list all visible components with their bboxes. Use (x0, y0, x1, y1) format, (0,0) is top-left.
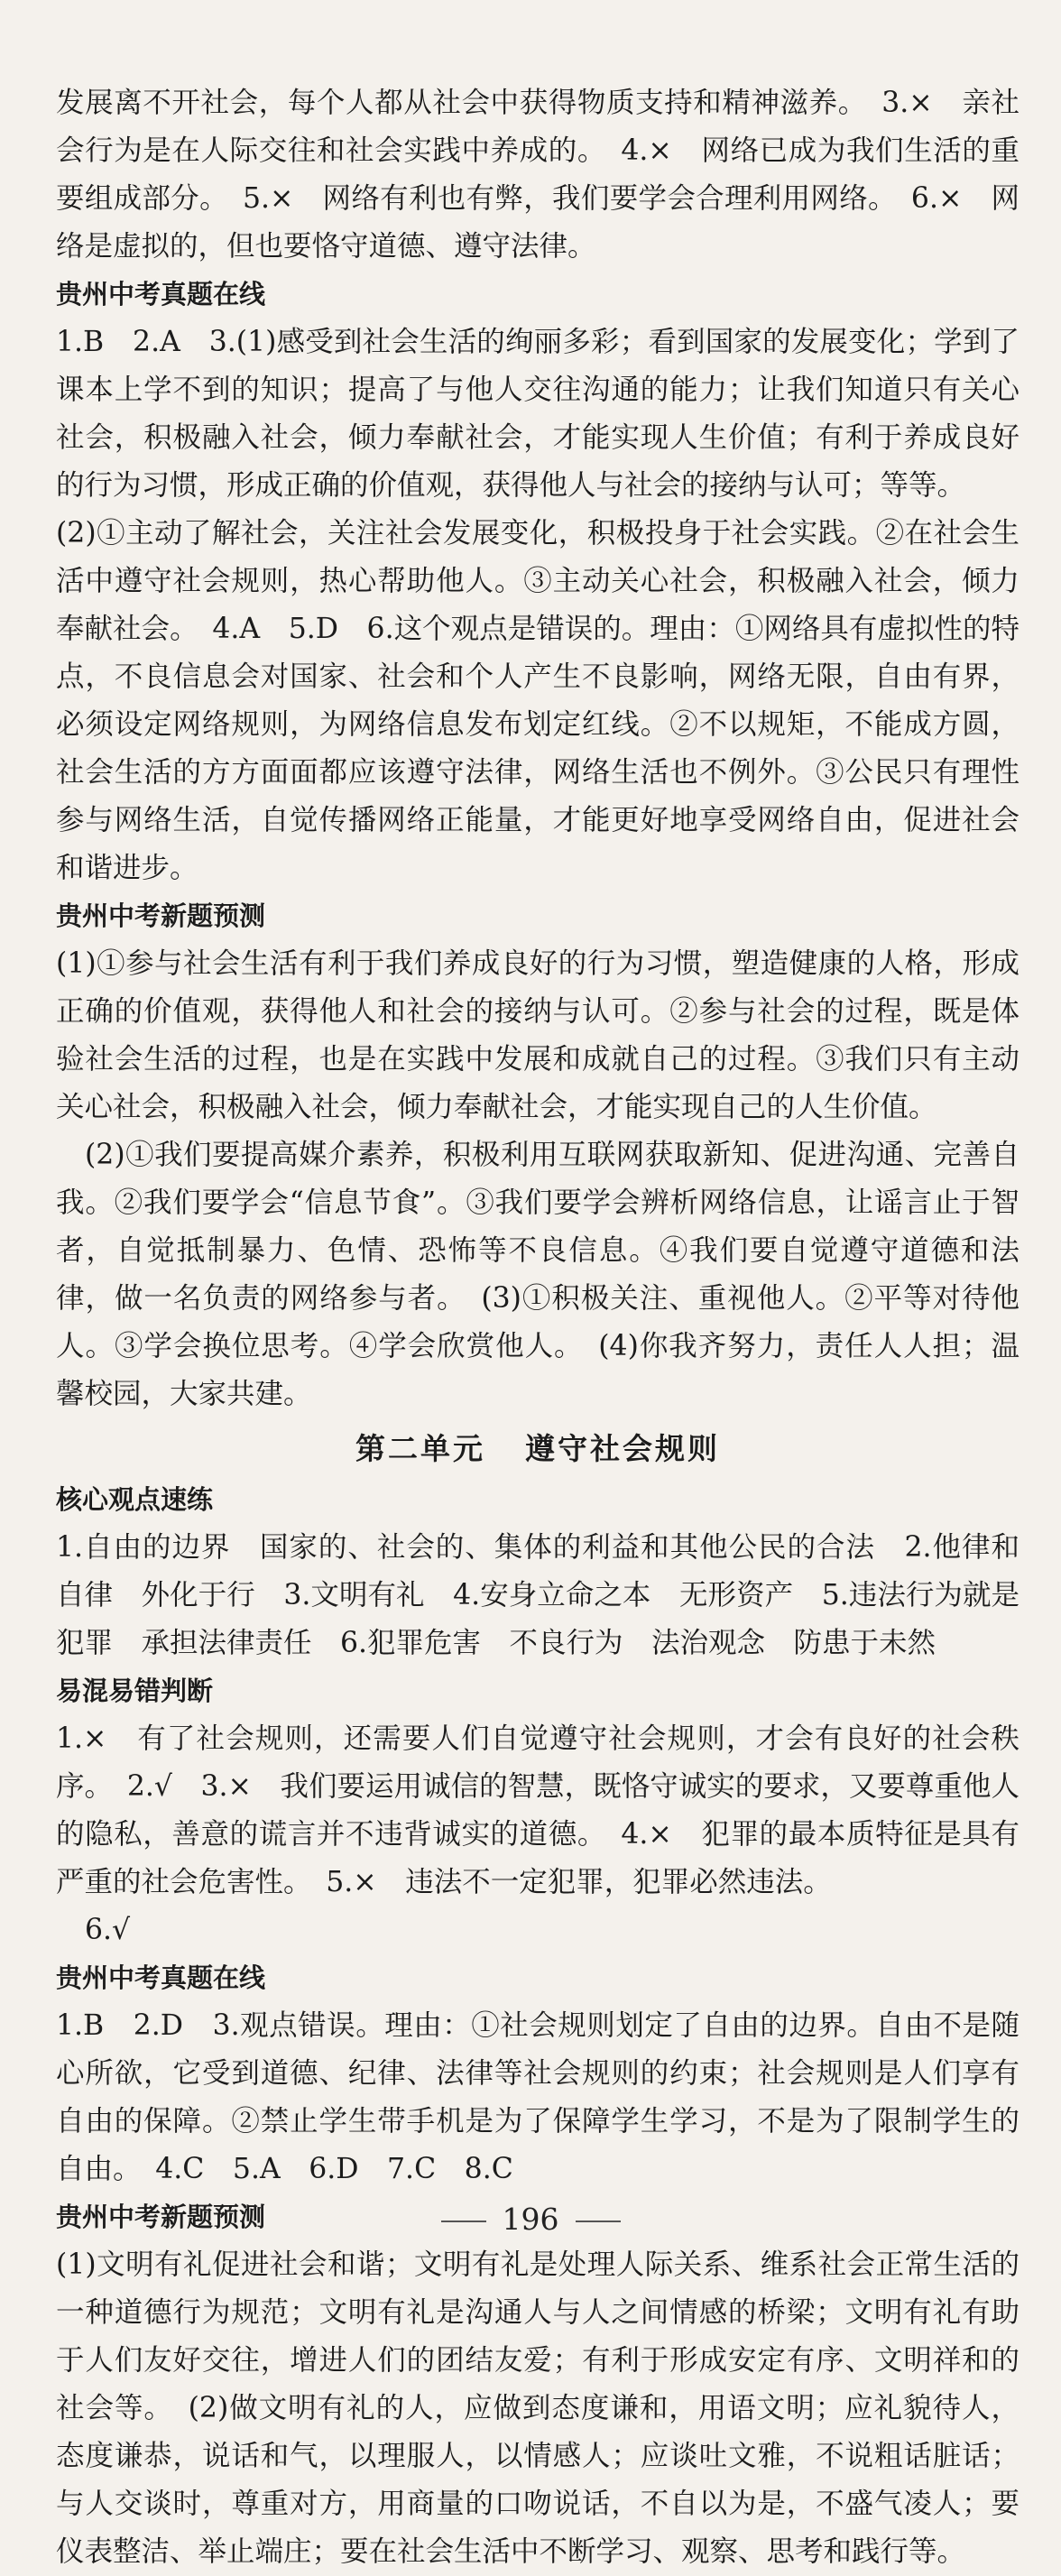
section-heading-hexin: 核心观点速练 (56, 1484, 214, 1515)
page-number (0, 2202, 1061, 2237)
answer-paragraph: (1)文明有礼促进社会和谐；文明有礼是处理人际关系、维系社会正常生活的一种道德行为规范；文明有礼是沟通人与人之间情感的桥梁；文明有礼有助于人们友好交往，增进人们的团结友爱；有利于形成安定有序、文明祥和的社会等。 (2)做文明有礼的人，应做到态度谦和，用语文明；应礼貌待人，态度谦恭，说话和气，以理服人，以情感人；应谈吐文雅，不说粗话脏话；与人交谈时，尊重对方，用商量的口吻说话，不自以为是，不盛气凌人；要仪表整洁、举止端庄；要在社会生活中不断学习、观察、思考和践行等。 (56, 2248, 1019, 2568)
section-heading-yuce: 贵州中考新题预测 (56, 900, 266, 931)
unit-title (56, 1422, 1019, 1476)
page-number-dash-right (576, 2221, 621, 2222)
unit-title-number: 第二单元 (355, 1431, 485, 1466)
section-heading-yuce: 贵州中考新题预测 (56, 2202, 266, 2232)
answer-paragraph: 1.B 2.A 3.(1)感受到社会生活的绚丽多彩；看到国家的发展变化；学到了课本上学不到的知识；提高了与他人交往沟通的能力；让我们知道只有关心社会，积极融入社会，倾力奉献社会，才能实现人生价值；有利于养成良好的行为习惯，形成正确的价值观，获得他人与社会的接纳与认可；等等。 (56, 326, 1019, 502)
answer-paragraph: 6.√ (85, 1914, 131, 1946)
answer-paragraph: 1.B 2.D 3.观点错误。理由：①社会规则划定了自由的边界。自由不是随心所欲，它受到道德、纪律、法律等社会规则的约束；社会规则是人们享有自由的保障。②禁止学生带手机是为了保障学生学习，不是为了限制学生的自由。 4.C 5.A 6.D 7.C 8.C (56, 2009, 1019, 2185)
section-heading-zhenti: 贵州中考真题在线 (56, 279, 266, 309)
answer-paragraph: (2)①主动了解社会，关注社会发展变化，积极投身于社会实践。②在社会生活中遵守社会规则，热心帮助他人。③主动关心社会，积极融入社会，倾力奉献社会。 4.A 5.D 6.这个观点是错误的。理由：①网络具有虚拟性的特点，不良信息会对国家、社会和个人产生不良影响，网络无限，自由有界，必须设定网络规则，为网络信息发布划定红线。②不以规矩，不能成方圆，社会生活的方方面面都应该遵守法律，网络生活也不例外。③公民只有理性参与网络生活，自觉传播网络正能量，才能更好地享受网络自由，促进社会和谐进步。 (56, 517, 1019, 884)
page-number-dash-left (441, 2221, 486, 2222)
answer-paragraph: 发展离不开社会，每个人都从社会中获得物质支持和精神滋养。 3.× 亲社会行为是在人际交往和社会实践中养成的。 4.× 网络已成为我们生活的重要组成部分。 5.× 网络有利也有弊，我们要学会合理利用网络。 6.× 网络是虚拟的，但也要恪守道德、遵守法律。 (56, 87, 1019, 263)
answer-paragraph: (2)①我们要提高媒介素养，积极利用互联网获取新知、促进沟通、完善自我。②我们要学会“信息节食”。③我们要学会辨析网络信息，让谣言止于智者，自觉抵制暴力、色情、恐怖等不良信息。④我们要自觉遵守道德和法律，做一名负责的网络参与者。 (3)①积极关注、重视他人。②平等对待他人。③学会换位思考。④学会欣赏他人。 (4)你我齐努力，责任人人担；温馨校园，大家共建。 (56, 1139, 1019, 1410)
page-number-value: 196 (502, 2202, 559, 2237)
answer-paragraph: 1.× 有了社会规则，还需要人们自觉遵守社会规则，才会有良好的社会秩序。 2.√ 3.× 我们要运用诚信的智慧，既恪守诚实的要求，又要尊重他人的隐私，善意的谎言并不违背诚实的道德。 4.× 犯罪的最本质特征是具有严重的社会危害性。 5.× 违法不一定犯罪，犯罪必然违法。 (56, 1722, 1019, 1898)
answer-paragraph: (1)①参与社会生活有利于我们养成良好的行为习惯，塑造健康的人格，形成正确的价值观，获得他人和社会的接纳与认可。②参与社会的过程，既是体验社会生活的过程，也是在实践中发展和成就自己的过程。③我们只有主动关心社会，积极融入社会，倾力奉献社会，才能实现自己的人生价值。 (56, 947, 1019, 1123)
unit-title-name: 遵守社会规则 (525, 1431, 720, 1466)
section-heading-zhenti: 贵州中考真题在线 (56, 1962, 266, 1993)
section-heading-yihun: 易混易错判断 (56, 1676, 214, 1706)
answer-paragraph: 1.自由的边界 国家的、社会的、集体的利益和其他公民的合法 2.他律和自律 外化于行 3.文明有礼 4.安身立命之本 无形资产 5.违法行为就是犯罪 承担法律责任 6.犯罪危害 不良行为 法治观念 防患于未然 (56, 1531, 1019, 1659)
